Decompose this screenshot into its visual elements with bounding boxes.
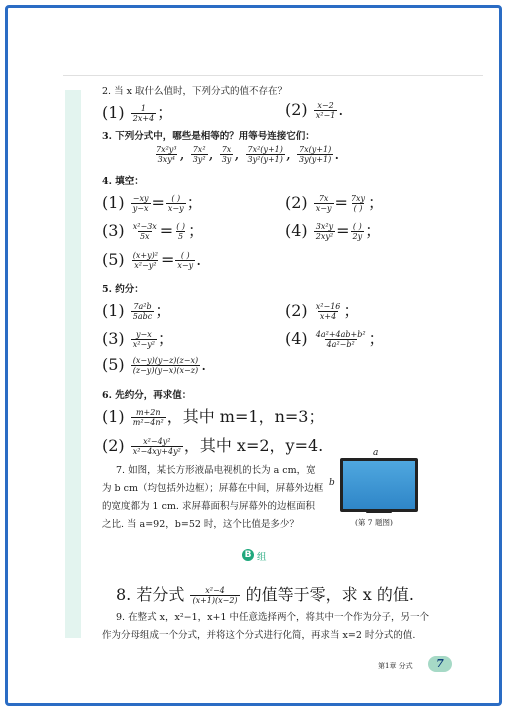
fraction — [166, 194, 186, 213]
numerator: 7x — [221, 144, 232, 154]
fraction — [131, 194, 151, 213]
numerator: x²−3x — [132, 221, 157, 231]
fraction — [131, 437, 183, 456]
fraction — [246, 145, 285, 164]
denominator: 2x+4 — [132, 114, 155, 123]
fraction — [314, 302, 343, 321]
numerator: y−x — [135, 329, 152, 339]
punct: ； — [365, 221, 382, 240]
tv-stand — [366, 509, 392, 513]
numerator: ( ) — [171, 193, 181, 203]
part-label: (5) — [102, 250, 125, 269]
tv-screen-figure — [340, 458, 418, 512]
punct: ； — [188, 221, 205, 240]
q9-line1: 9. 在整式 x，x²−1，x+1 中任意选择两个，将其中一个作为分子，另一个 — [116, 612, 430, 623]
denominator: x−y — [167, 204, 184, 213]
numerator: ( ) — [352, 221, 362, 231]
fraction — [131, 222, 159, 241]
q7-line2: 为 b cm（均包括外边框）；屏幕在中间，屏幕外边框 — [102, 483, 324, 494]
denominator: 5abc — [132, 312, 153, 321]
numerator: 7x — [318, 193, 329, 203]
tv-width-label: a — [373, 448, 379, 458]
page-number: 7 — [428, 656, 452, 672]
group-b-badge: B — [242, 549, 254, 561]
denominator: (z−y)(y−x)(x−z) — [132, 366, 199, 375]
denominator: 5 — [178, 232, 184, 241]
punct: ； — [368, 193, 385, 212]
denominator: x²−4xy+4y² — [132, 447, 181, 456]
denominator: y−x — [132, 204, 149, 213]
fraction — [131, 104, 156, 123]
margin-bar — [65, 90, 81, 638]
numerator: 7x²(y+1) — [247, 144, 283, 154]
tv-height-label: b — [329, 478, 335, 488]
q6-text: 6. 先约分，再求值： — [102, 390, 192, 401]
denominator: 2y — [352, 232, 363, 241]
q5-part2 — [285, 298, 359, 321]
fraction — [131, 330, 157, 349]
part-label: (2) — [285, 193, 308, 212]
part-label: (1) — [102, 301, 125, 320]
denominator: ( ) — [353, 204, 363, 213]
fraction — [131, 408, 166, 427]
part-label: (3) — [102, 221, 125, 240]
denominator: 3xy⁴ — [157, 155, 175, 164]
q2-part2 — [285, 100, 343, 120]
denominator: x+4 — [319, 312, 337, 321]
q6-part2 — [102, 433, 323, 456]
numerator: ( ) — [176, 221, 185, 231]
q6-part1 — [102, 404, 324, 427]
q4-part3: (3) $\frac{\text{x²−3x}}{5x}$ = $\frac{( )}{5}$ ； — [102, 221, 205, 241]
punct: . — [196, 250, 202, 269]
part-label: (1) — [102, 103, 125, 122]
numerator: 3x²y — [315, 221, 334, 231]
part-label: (5) — [102, 355, 125, 374]
denominator: (x+1)(x−2) — [192, 596, 238, 605]
denominator: x²−1 — [315, 111, 336, 120]
fraction — [351, 222, 365, 241]
punct: ； — [368, 329, 385, 348]
q8 — [116, 582, 414, 605]
denominator: 3y(y+1) — [299, 155, 332, 164]
part-label: (2) — [285, 301, 308, 320]
numerator: −xy — [132, 193, 149, 203]
q5-text: 5. 约分： — [102, 284, 144, 295]
q5-part4 — [285, 326, 385, 349]
part-label: (1) — [102, 407, 125, 426]
punct: . — [201, 355, 207, 374]
denominator: x−y — [315, 204, 332, 213]
punct: ； — [157, 103, 174, 122]
q9-line2: 作为分母组成一个分式，并将这个分式进行化简，再求当 x=2 时分式的值. — [102, 630, 416, 641]
numerator: 1 — [140, 103, 147, 113]
q5-part3 — [102, 326, 174, 349]
chapter-footer: 第1章 分式 — [378, 662, 413, 670]
q3-fractions: $\frac{\text{7x²y³}}{\text{3xy⁴}}$ , $\frac{\text{7x²}}{\text{3y²}}$ , $\frac{7x}{3y}$ , $\frac{\text{7x²(y+1)}}{\text{3y²(y+1)}}$ , $\frac{7x(y+1)}{3y(y+1)}$ . — [156, 144, 340, 164]
fraction — [314, 101, 338, 120]
q4-part2: (2) $\frac{7x}{x-y}$ = $\frac{7xy}{( )}$ ； — [285, 193, 385, 213]
q4-part4: (4) $\frac{\text{3x²y}}{\text{2xy²}}$ = $\frac{( )}{2y}$ ； — [285, 221, 382, 241]
part-label: (3) — [102, 329, 125, 348]
part-label: (2) — [102, 436, 125, 455]
header-rule — [63, 75, 483, 76]
numerator: m+2n — [135, 407, 161, 417]
q8-suffix: 的值等于零，求 x 的值. — [245, 585, 414, 604]
denominator: x²−y² — [134, 261, 157, 270]
fraction — [190, 586, 239, 605]
condition: ，其中 x=2，y=4. — [183, 436, 324, 455]
q4-text: 4. 填空： — [102, 176, 144, 187]
numerator: 7xy — [350, 193, 366, 203]
numerator: 7x²y³ — [156, 144, 177, 154]
q7-line1: 7. 如图，某长方形液晶电视机的长为 a cm，宽 — [116, 465, 316, 476]
q8-prefix: 8. 若分式 — [116, 585, 185, 604]
denominator: 3y² — [192, 155, 206, 164]
denominator: 4a²−b² — [326, 340, 355, 349]
numerator: (x+y)² — [132, 250, 158, 260]
fraction — [191, 145, 208, 164]
fraction — [175, 251, 195, 270]
condition: ，其中 m=1，n=3； — [166, 407, 325, 426]
numerator: x²−16 — [315, 301, 341, 311]
q7-line3: 的宽度都为 1 cm. 求屏幕面积与屏幕外的边框面积 — [102, 501, 315, 512]
group-b-label: 组 — [257, 552, 267, 563]
fraction — [314, 222, 335, 241]
figure-caption: (第 7 题图) — [355, 518, 393, 527]
fraction — [154, 145, 179, 164]
fraction — [174, 222, 187, 241]
punct: ； — [343, 301, 360, 320]
q7-line4: 之比. 当 a=92，b=52 时，这个比值是多少？ — [102, 519, 299, 530]
fraction — [131, 251, 160, 270]
part-label: (4) — [285, 221, 308, 240]
q3-text: 3. 下列分式中，哪些是相等的？用等号连接它们： — [102, 131, 315, 142]
punct: ； — [186, 193, 203, 212]
denominator: 2xy² — [315, 232, 334, 241]
numerator: 7x² — [192, 144, 206, 154]
numerator: 7a²b — [133, 301, 152, 311]
denominator: 3y²(y+1) — [247, 155, 283, 164]
punct: ； — [155, 301, 172, 320]
punct: ； — [157, 329, 174, 348]
punct: . — [338, 100, 344, 119]
numerator: 7x(y+1) — [299, 144, 332, 154]
part-label: (4) — [285, 329, 308, 348]
part-label: (1) — [102, 193, 125, 212]
numerator: x−2 — [317, 100, 334, 110]
fraction — [220, 145, 234, 164]
fraction — [314, 330, 368, 349]
part-label: (2) — [285, 100, 308, 119]
q4-part1: (1) $\frac{-xy}{y-x}$ = $\frac{( )}{x-y}$ ； — [102, 193, 203, 213]
q2-part1 — [102, 100, 173, 123]
numerator: ( ) — [180, 250, 190, 260]
numerator: x²−4y² — [143, 436, 171, 446]
numerator: (x−y)(y−z)(z−x) — [132, 355, 199, 365]
denominator: x−y — [177, 261, 194, 270]
denominator: 5x — [139, 232, 150, 241]
fraction — [349, 194, 367, 213]
denominator: 3y — [221, 155, 232, 164]
fraction — [131, 302, 154, 321]
q2-text: 2. 当 x 取什么值时，下列分式的值不存在？ — [102, 86, 287, 97]
q4-part5: (5) $\frac{\text{(x+y)²}}{\text{x²−y²}}$ = $\frac{( )}{x-y}$ . — [102, 250, 202, 270]
q5-part1 — [102, 298, 171, 321]
numerator: x²−4 — [205, 585, 225, 595]
denominator: x²−y² — [132, 340, 155, 349]
fraction — [314, 194, 334, 213]
fraction — [131, 356, 200, 375]
fraction — [297, 145, 333, 164]
denominator: m²−4n² — [132, 418, 164, 427]
numerator: 4a²+4ab+b² — [315, 329, 366, 339]
q5-part5 — [102, 355, 206, 375]
